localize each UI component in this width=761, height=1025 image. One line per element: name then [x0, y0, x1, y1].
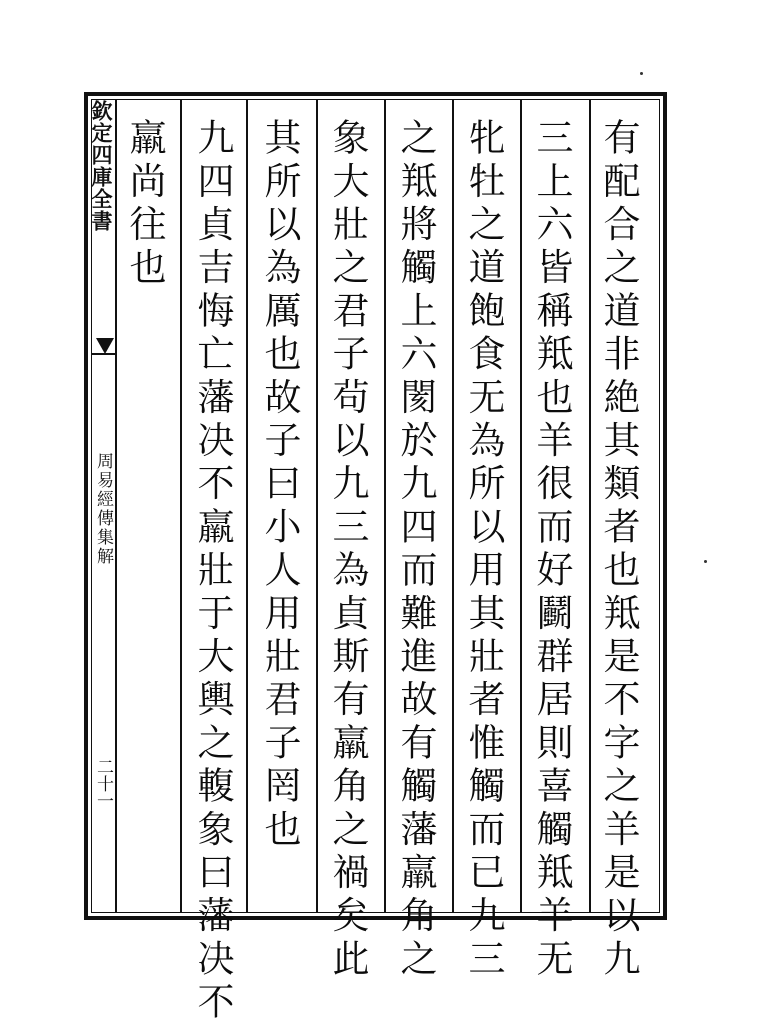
text-column-4: 之羝將觸上六閡於九四而難進故有觸藩羸角之	[394, 118, 437, 982]
column-rule	[246, 99, 248, 913]
column-rule	[520, 99, 522, 913]
page-number: 二十一	[93, 758, 113, 809]
scan-speck	[640, 72, 643, 75]
column-rule	[589, 99, 591, 913]
column-rule	[452, 99, 454, 913]
text-column-8: 羸尚往也	[123, 118, 166, 291]
text-column-7: 九四貞吉悔亡藩决不羸壯于大輿之輹象曰藩决不	[191, 118, 234, 1025]
collection-title: 欽定四庫全書	[89, 100, 114, 232]
text-column-3: 牝牡之道飽食无為所以用其壯者惟觸而已九三	[462, 118, 505, 982]
text-column-2: 三上六皆稱羝也羊很而好鬬群居則喜觸羝羊无	[530, 118, 573, 982]
column-rule	[384, 99, 386, 913]
fishtail-mark-icon	[96, 338, 114, 354]
column-rule	[316, 99, 318, 913]
inner-border	[91, 99, 660, 1025]
text-column-5: 象大壯之君子茍以九三為貞斯有羸角之禍矣此	[326, 118, 369, 982]
fishtail-rule	[92, 353, 116, 355]
column-rule	[180, 99, 182, 913]
scan-speck	[704, 560, 707, 563]
text-column-1: 有配合之道非絶其類者也羝是不字之羊是以九	[597, 118, 640, 982]
book-title: 周易經傳集解	[93, 452, 113, 566]
text-column-6: 其所以為厲也故子曰小人用壯君子罔也	[258, 118, 301, 853]
